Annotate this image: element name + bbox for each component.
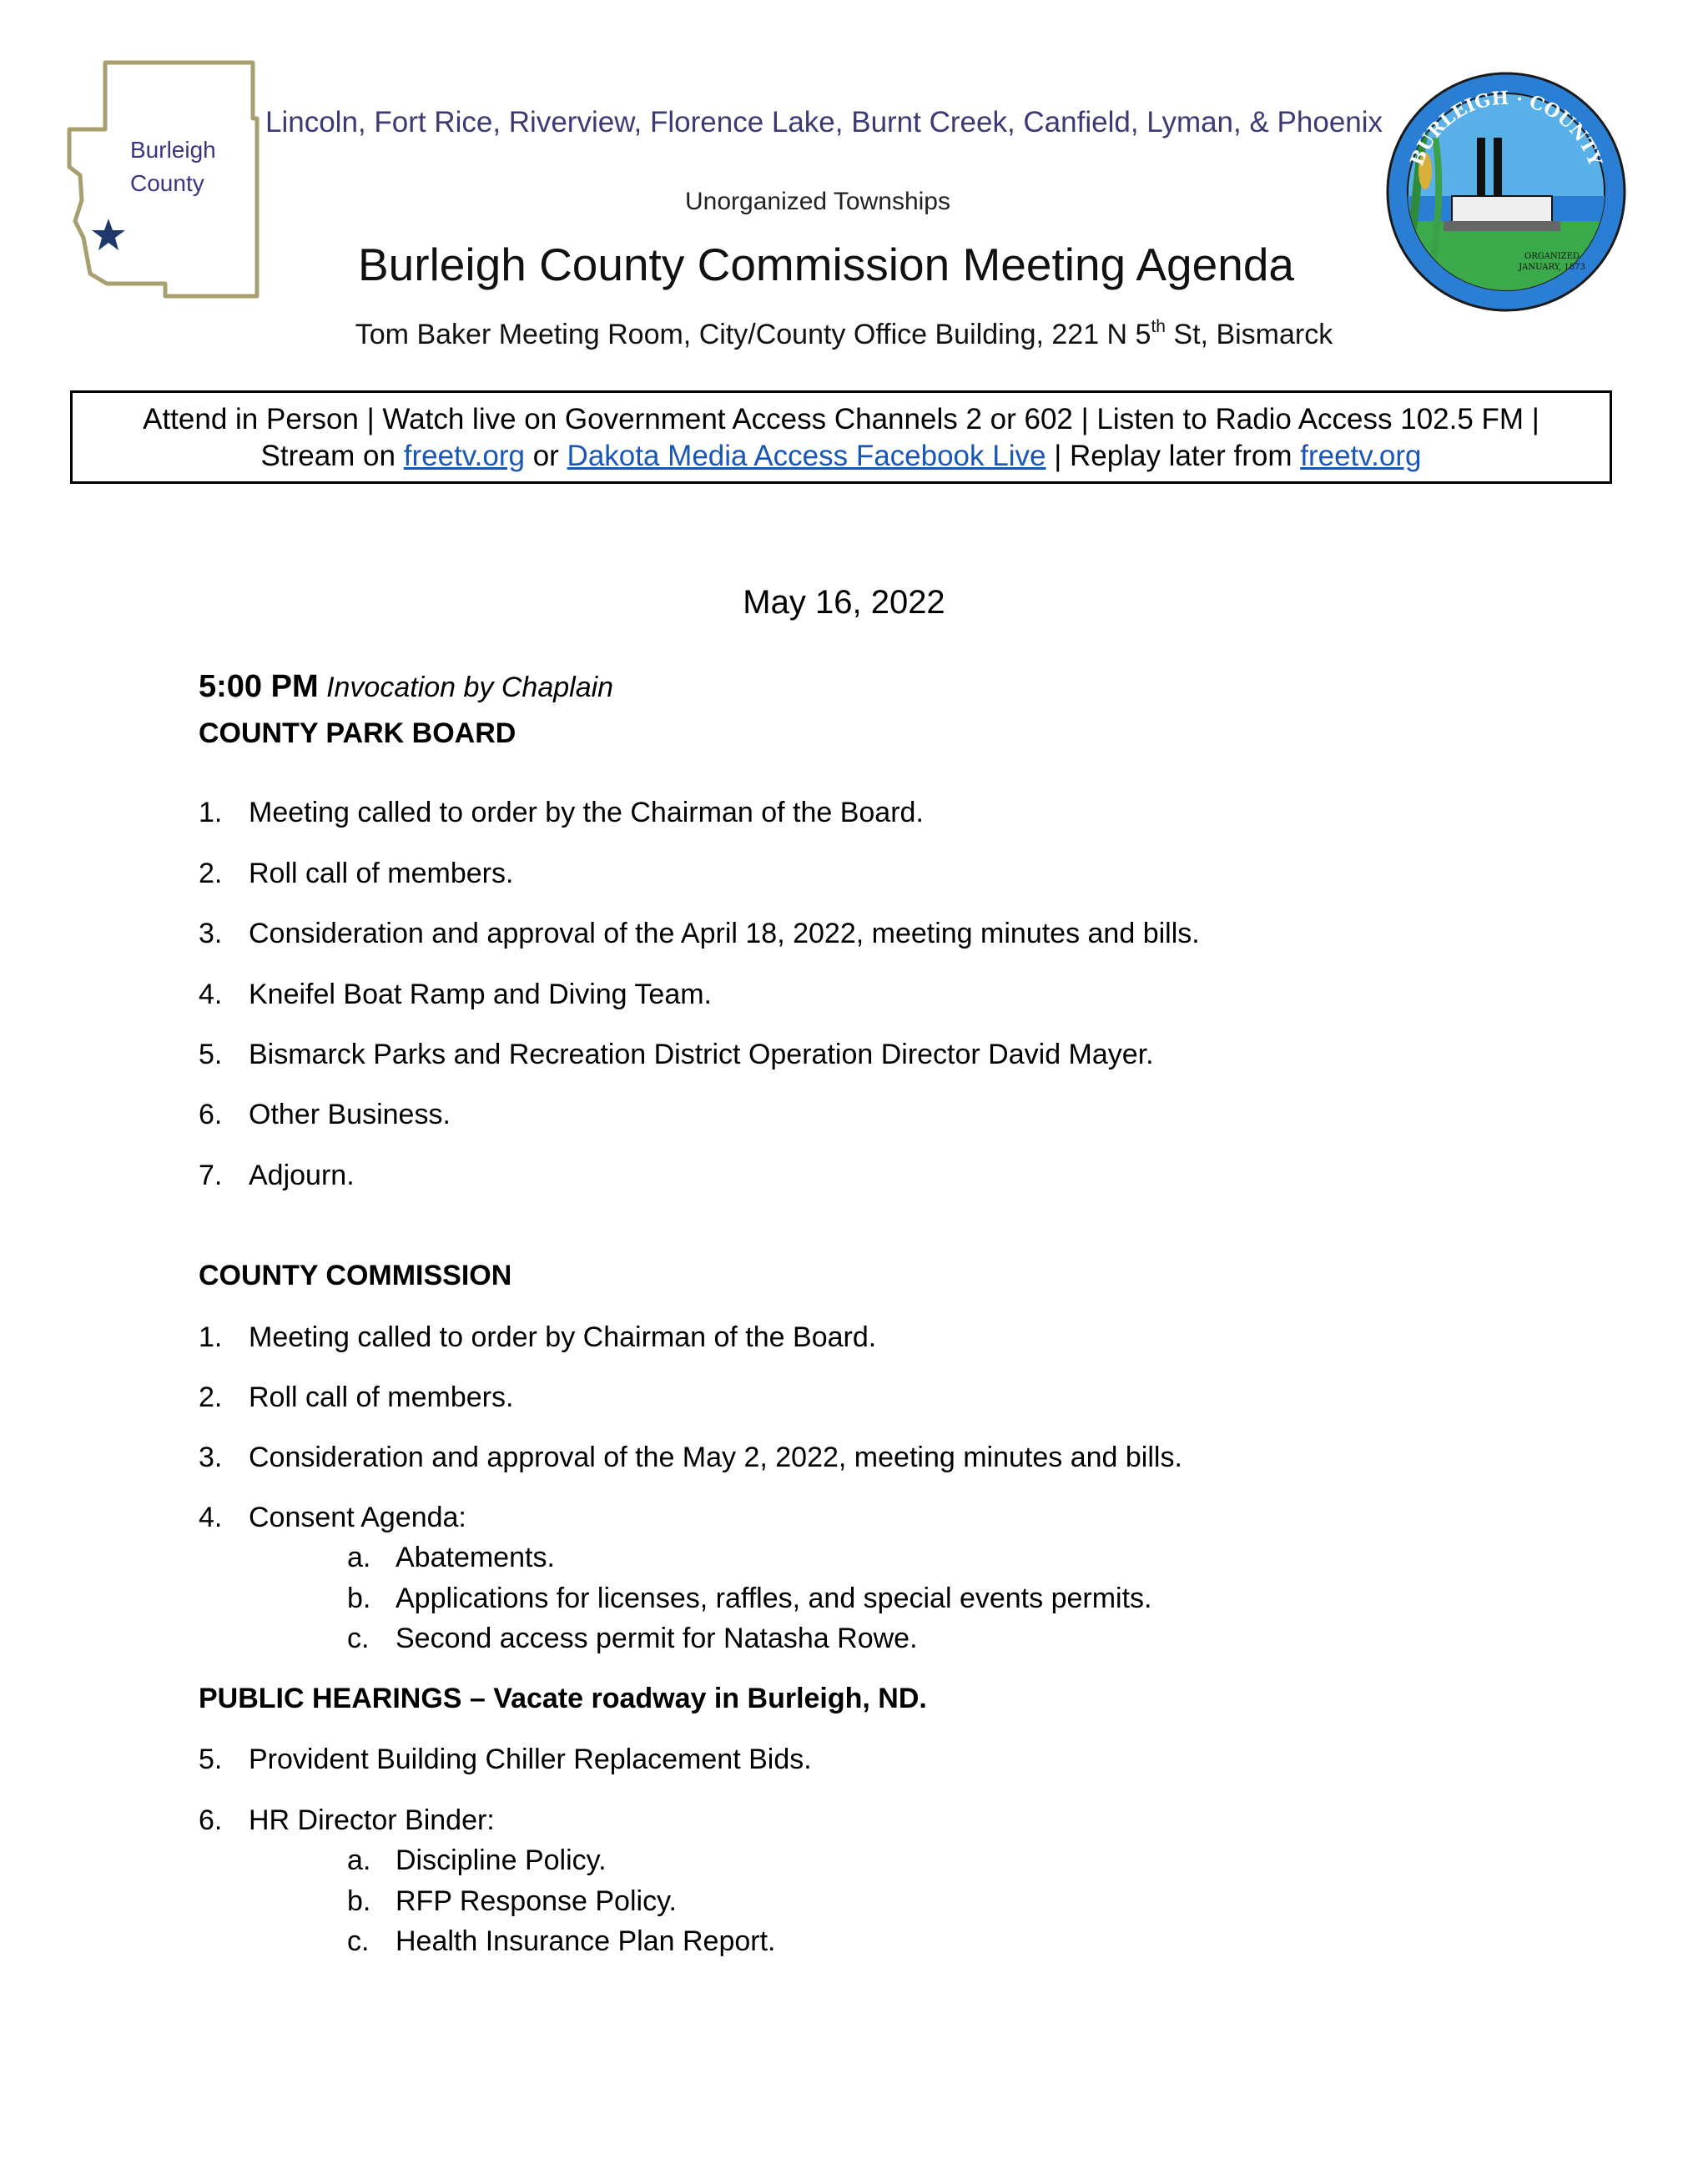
unorganized-townships-label: Unorganized Townships bbox=[685, 188, 950, 215]
sub-list-item: c. Second access permit for Natasha Rowe. bbox=[347, 1623, 918, 1654]
access-info-box bbox=[70, 390, 1612, 484]
logo-text-line2: County bbox=[130, 170, 204, 196]
invocation-note: Invocation by Chaplain bbox=[326, 672, 614, 703]
list-item: 2. Roll call of members. bbox=[199, 858, 514, 889]
list-item: 5. Provident Building Chiller Replacement Bids. bbox=[199, 1744, 812, 1775]
time-line bbox=[199, 669, 613, 705]
list-item: 3. Consideration and approval of the May 2, 2022, meeting minutes and bills. bbox=[199, 1442, 1182, 1473]
list-item: 3. Consideration and approval of the April 18, 2022, meeting minutes and bills. bbox=[199, 918, 1200, 949]
public-hearings-heading: PUBLIC HEARINGS – Vacate roadway in Burleigh, ND. bbox=[199, 1683, 927, 1714]
seal-top-text: BURLEIGH · COUNTY bbox=[1406, 87, 1606, 169]
access-line2: Stream on freetv.org or Dakota Media Access Facebook Live | Replay later from freetv.org bbox=[260, 440, 1422, 472]
sub-list-item: a. Discipline Policy. bbox=[347, 1844, 607, 1876]
page-title: Burleigh County Commission Meeting Agenda bbox=[358, 239, 1294, 290]
freetv-replay-link[interactable]: freetv.org bbox=[1300, 440, 1422, 472]
freetv-link[interactable]: freetv.org bbox=[403, 440, 525, 472]
park-board-heading: COUNTY PARK BOARD bbox=[199, 717, 516, 749]
list-item: 7. Adjourn. bbox=[199, 1160, 355, 1191]
access-line1: Attend in Person | Watch live on Government Access Channels 2 or 602 | Listen to Radio Access 102.5 FM | bbox=[143, 403, 1539, 435]
meeting-time: 5:00 PM bbox=[199, 669, 319, 704]
townships-list: Lincoln, Fort Rice, Riverview, Florence Lake, Burnt Creek, Canfield, Lyman, & Phoenix bbox=[265, 106, 1383, 138]
sub-list-item: b. RFP Response Policy. bbox=[347, 1885, 677, 1917]
sub-list-item: b. Applications for licenses, raffles, and special events permits. bbox=[347, 1583, 1152, 1614]
meeting-location: Tom Baker Meeting Room, City/County Office Building, 221 N 5th St, Bismarck bbox=[355, 317, 1333, 350]
list-item: 4. Kneifel Boat Ramp and Diving Team. bbox=[199, 979, 713, 1010]
list-item: 5. Bismarck Parks and Recreation District Operation Director David Mayer. bbox=[199, 1039, 1154, 1070]
list-item: 1. Meeting called to order by the Chairman of the Board. bbox=[199, 797, 924, 828]
list-item: 6. HR Director Binder: bbox=[199, 1804, 495, 1836]
logo-text-line1: Burleigh bbox=[130, 137, 216, 163]
list-item: 1. Meeting called to order by Chairman of the Board. bbox=[199, 1321, 877, 1353]
seal-organized-text: ORGANIZED bbox=[1524, 252, 1580, 261]
sub-list-item: a. Abatements. bbox=[347, 1542, 555, 1573]
list-item: 2. Roll call of members. bbox=[199, 1381, 514, 1413]
seal-date-text: JANUARY, 1873 bbox=[1519, 263, 1585, 272]
facebook-live-link[interactable]: Dakota Media Access Facebook Live bbox=[567, 440, 1046, 472]
list-item: 4. Consent Agenda: bbox=[199, 1502, 466, 1533]
list-item: 6. Other Business. bbox=[199, 1099, 451, 1130]
meeting-date: May 16, 2022 bbox=[743, 584, 945, 621]
commission-heading: COUNTY COMMISSION bbox=[199, 1260, 512, 1291]
sub-list-item: c. Health Insurance Plan Report. bbox=[347, 1925, 776, 1957]
county-seal-logo bbox=[1385, 71, 1627, 313]
